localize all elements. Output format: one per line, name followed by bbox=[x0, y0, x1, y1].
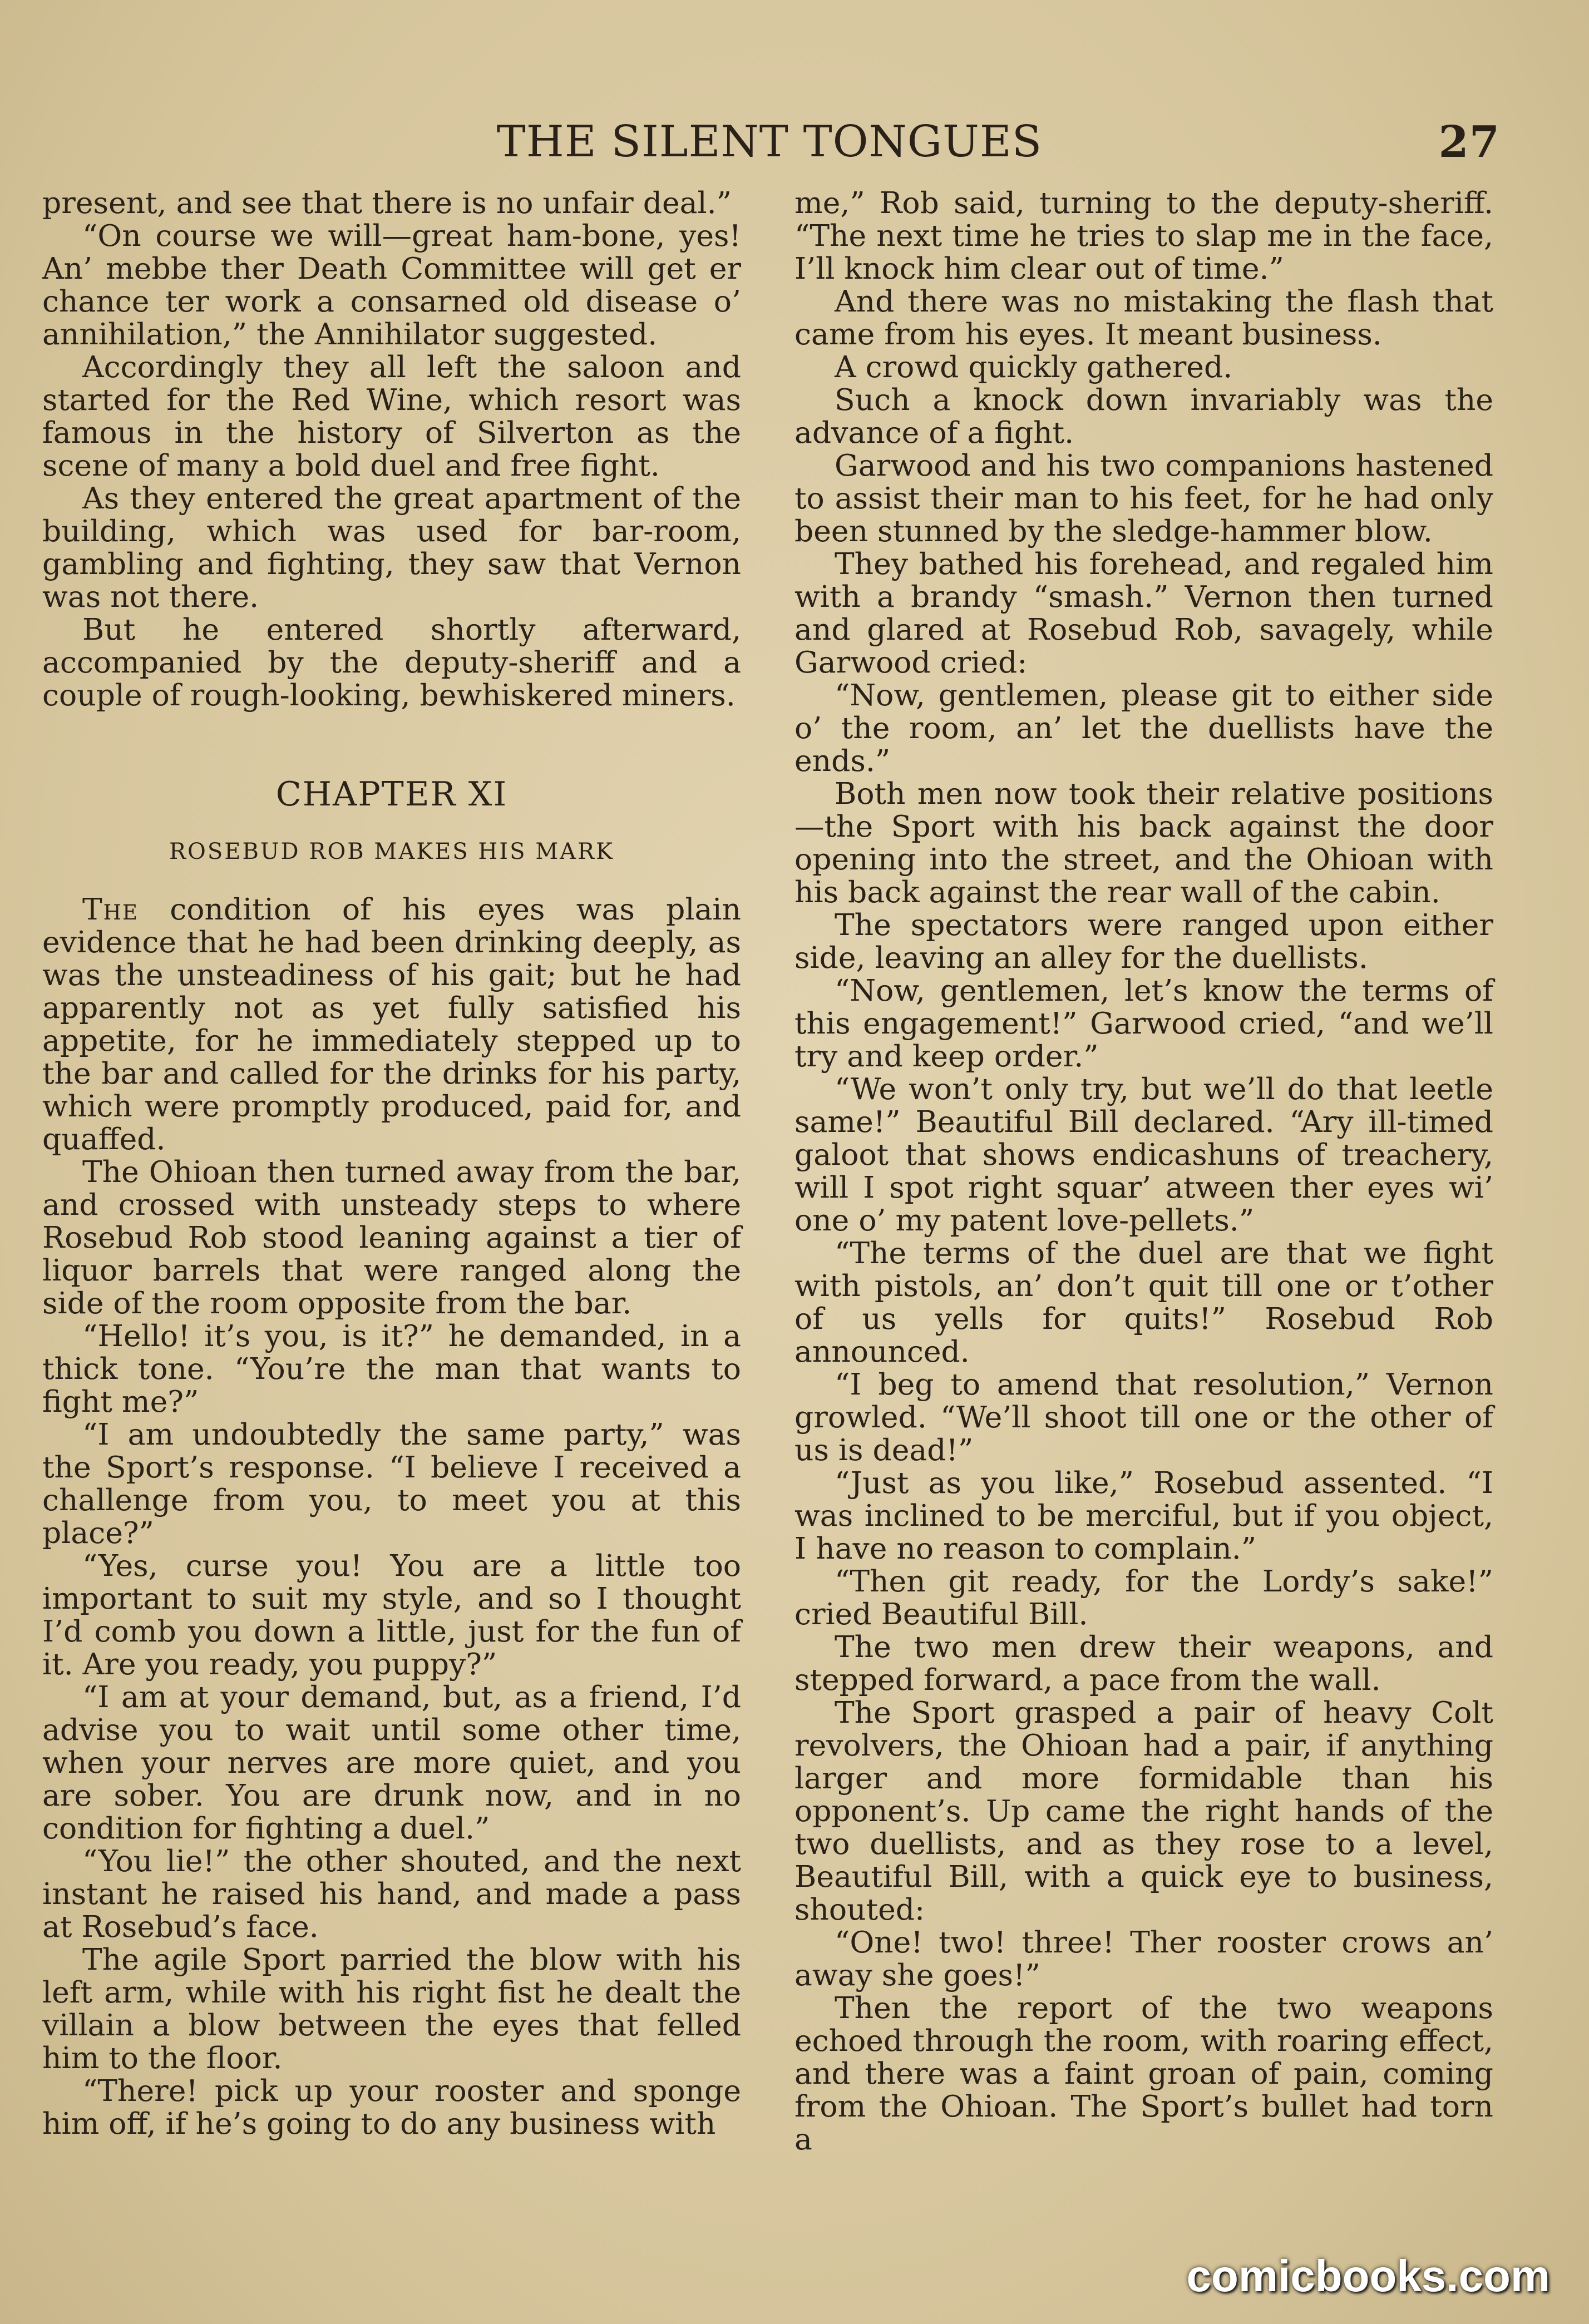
paragraph: Accordingly they all left the saloon and started for the Red Wine, which resort was famous in the history of Silverton as the scene of many a bold duel and free fight. bbox=[42, 349, 741, 483]
paragraph: “The terms of the duel are that we fight with pistols, an’ don’t quit till one or t’other of us yells for quits!” Rosebud Rob announced. bbox=[794, 1235, 1493, 1369]
paragraph: “On course we will—great ham-bone, yes! An’ mebbe ther Death Committee will get er chance ter work a consarned old disease o’ annihilation,” the Annihilator suggested. bbox=[42, 218, 741, 352]
paragraph: “You lie!” the other shouted, and the next instant he raised his hand, and made a pass at Rosebud’s face. bbox=[42, 1843, 741, 1944]
paragraph: “Now, gentlemen, please git to either side o’ the room, an’ let the duellists have the ends.” bbox=[794, 678, 1493, 778]
running-title: THE SILENT TONGUES bbox=[496, 117, 1043, 167]
site-watermark: comicbooks.com bbox=[1186, 2251, 1550, 2301]
left-column bbox=[42, 186, 741, 2140]
paragraph: present, and see that there is no unfair deal.” bbox=[42, 185, 732, 220]
paragraph: “We won’t only try, but we’ll do that leetle same!” Beautiful Bill declared. “Ary ill-timed galoot that shows endicashuns of treachery, will I spot right squar’ atween ther eyes wi’ one o’ my patent love-pellets.” bbox=[794, 1071, 1493, 1238]
paragraph: And there was no mistaking the flash that came from his eyes. It meant business. bbox=[794, 284, 1493, 352]
paragraph: “There! pick up your rooster and sponge him off, if he’s going to do any business with bbox=[42, 2073, 741, 2141]
right-column bbox=[794, 186, 1493, 2155]
paragraph: The spectators were ranged upon either side, leaving an alley for the duellists. bbox=[794, 907, 1493, 975]
paragraph: But he entered shortly afterward, accompanied by the deputy-sheriff and a couple of rough-looking, bewhiskered miners. bbox=[42, 612, 741, 713]
chapter-title: CHAPTER XI bbox=[275, 775, 508, 814]
paragraph: “Yes, curse you! You are a little too important to suit my style, and so I thought I’d comb you down a little, just for the fun of it. Are you ready, you puppy?” bbox=[42, 1548, 741, 1682]
paragraph: “Hello! it’s you, is it?” he demanded, in a thick tone. “You’re the man that wants to fight me?” bbox=[42, 1318, 741, 1419]
chapter-subtitle: ROSEBUD ROB MAKES HIS MARK bbox=[169, 839, 615, 864]
paragraph: “I am at your demand, but, as a friend, I’d advise you to wait until some other time, when your nerves are more quiet, and you are sober. You are drunk now, and in no condition for fighting a duel.” bbox=[42, 1679, 741, 1846]
paragraph: “Now, gentlemen, let’s know the terms of this engagement!” Garwood cried, “and we’ll try and keep order.” bbox=[794, 973, 1493, 1074]
paragraph: “I am undoubtedly the same party,” was the Sport’s response. “I believe I received a challenge from you, to meet you at this place?” bbox=[42, 1417, 741, 1550]
paragraph: “One! two! three! Ther rooster crows an’ away she goes!” bbox=[794, 1925, 1493, 1992]
paragraph: “Then git ready, for the Lordy’s sake!” cried Beautiful Bill. bbox=[794, 1564, 1493, 1631]
paragraph: They bathed his forehead, and regaled him with a brandy “smash.” Vernon then turned and glared at Rosebud Rob, savagely, while Garwood cried: bbox=[794, 546, 1493, 680]
first-paragraph bbox=[42, 893, 741, 1155]
paragraph: The agile Sport parried the blow with his left arm, while with his right fist he dealt the villain a blow between the eyes that felled him to the floor. bbox=[42, 1942, 741, 2075]
paragraph: Both men now took their relative positions—the Sport with his back against the door opening into the street, and the Ohioan with his back against the rear wall of the cabin. bbox=[794, 776, 1493, 909]
paragraph: Garwood and his two companions hastened to assist their man to his feet, for he had only been stunned by the sledge-hammer blow. bbox=[794, 448, 1493, 548]
opening-word: The bbox=[82, 892, 139, 927]
paragraph: “I beg to amend that resolution,” Vernon growled. “We’ll shoot till one or the other of us is dead!” bbox=[794, 1367, 1493, 1467]
paragraph: The Sport grasped a pair of heavy Colt revolvers, the Ohioan had a pair, if anything larger and more formidable than his opponent’s. Up came the right hands of the two duellists, and as they rose to a level, Beautiful Bill, with a quick eye to business, shouted: bbox=[794, 1695, 1493, 1927]
paragraph: The two men drew their weapons, and stepped forward, a pace from the wall. bbox=[794, 1629, 1493, 1697]
paragraph: “Just as you like,” Rosebud assented. “I was inclined to be merciful, but if you object, I have no reason to complain.” bbox=[794, 1465, 1493, 1566]
first-paragraph-text: condition of his eyes was plain evidence that he had been drinking deeply, as was the unsteadiness of his gait; but he had apparently not as yet fully satisfied his appetite, for he immediately stepped up to the bar and called for the drinks for his party, which were promptly produced, paid for, and quaffed. bbox=[42, 892, 741, 1156]
paragraph: The Ohioan then turned away from the bar, and crossed with unsteady steps to where Rosebud Rob stood leaning against a tier of liquor barrels that were ranged along the side of the room opposite from the bar. bbox=[42, 1154, 741, 1321]
paragraph: Such a knock down invariably was the advance of a fight. bbox=[794, 382, 1493, 450]
paragraph: Then the report of the two weapons echoed through the room, with roaring effect, and there was a faint groan of pain, coming from the Ohioan. The Sport’s bullet had torn a bbox=[794, 1990, 1493, 2157]
paragraph: me,” Rob said, turning to the deputy-sheriff. “The next time he tries to slap me in the face, I’ll knock him clear out of time.” bbox=[794, 185, 1493, 286]
paragraph: A crowd quickly gathered. bbox=[835, 349, 1233, 384]
running-header bbox=[39, 117, 1500, 178]
paragraph: As they entered the great apartment of the building, which was used for bar-room, gambling and fighting, they saw that Vernon was not there. bbox=[42, 481, 741, 614]
page-number: 27 bbox=[1438, 117, 1500, 167]
